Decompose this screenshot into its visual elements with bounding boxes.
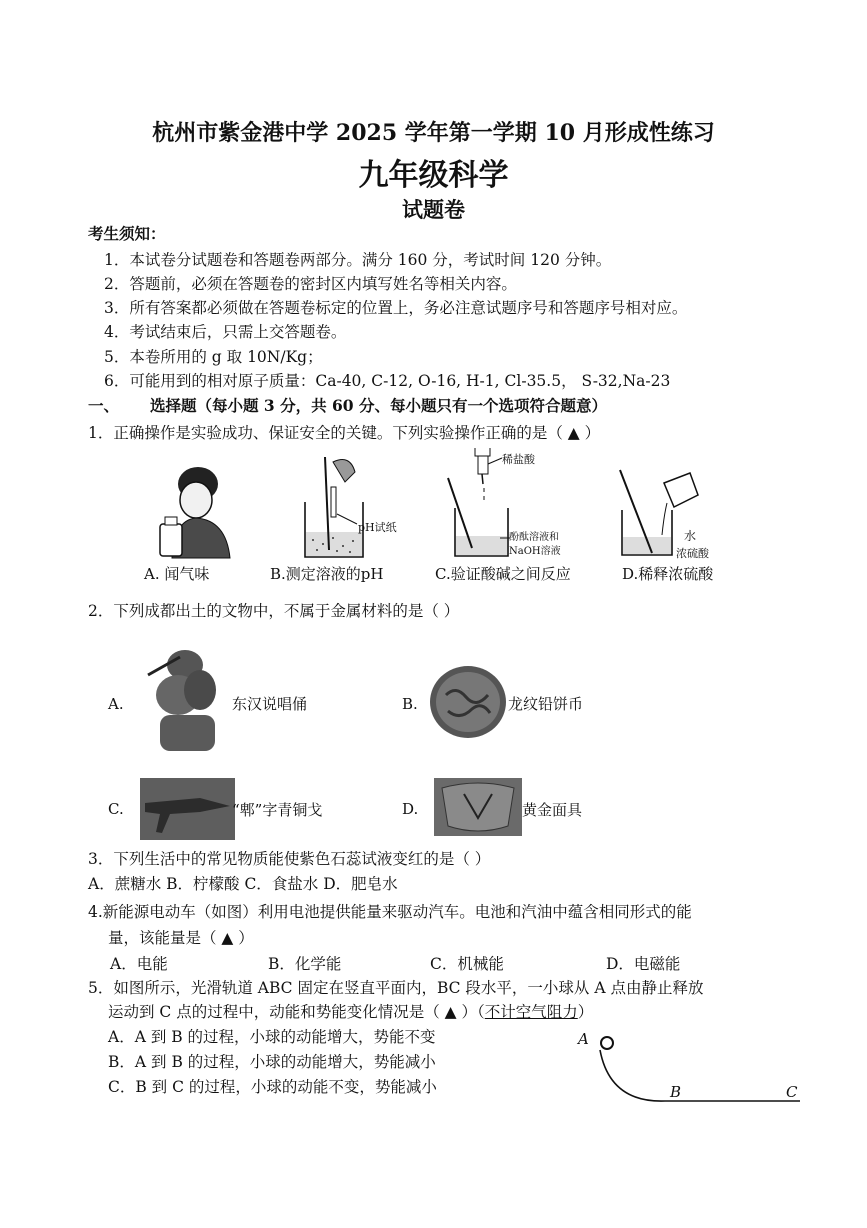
point-a-label: A bbox=[578, 1030, 589, 1048]
q5-option-c: C．B 到 C 的过程，小球的动能不变，势能减小 bbox=[108, 1078, 437, 1096]
question-3-options: A．蔗糖水 B．柠檬酸 C．食盐水 D．肥皂水 bbox=[88, 875, 398, 893]
notice-item: 3．所有答案都必须做在答题卷标定的位置上，务必注意试题序号和答题序号相对应。 bbox=[104, 299, 688, 317]
question-1-stem: 1．正确操作是实验成功、保证安全的关键。下列实验操作正确的是（ ▲ ） bbox=[88, 424, 601, 442]
exam-title: 杭州市紫金港中学 2025 学年第一学期 10 月形成性练习 bbox=[152, 120, 715, 146]
coin-photo bbox=[428, 665, 508, 740]
section-number: 一、 bbox=[88, 396, 120, 415]
q2-option-d-name: 黄金面具 bbox=[522, 801, 583, 819]
point-c-label: C bbox=[786, 1083, 798, 1101]
question-2-stem: 2．下列成都出土的文物中，不属于金属材料的是（ ） bbox=[88, 602, 460, 620]
notice-item: 2．答题前，必须在答题卷的密封区内填写姓名等相关内容。 bbox=[104, 275, 517, 293]
naoh-label: NaOH溶液 bbox=[509, 546, 561, 557]
q5-option-a: A．A 到 B 的过程，小球的动能增大，势能不变 bbox=[108, 1028, 436, 1046]
smell-experiment-figure bbox=[150, 462, 240, 562]
q4-option-c: C．机械能 bbox=[430, 955, 504, 973]
track-diagram bbox=[570, 1028, 810, 1108]
section-title: 选择题（每小题 3 分，共 60 分、每小题只有一个选项符合题意） bbox=[150, 396, 607, 415]
figurine-photo bbox=[140, 645, 230, 755]
gold-mask-photo bbox=[434, 778, 522, 836]
notice-item: 6．可能用到的相对原子质量：Ca-40, C-12, O-16, H-1, Cl-35.5， S-32,Na-23 bbox=[104, 372, 671, 390]
dilute-hcl-label: 稀盐酸 bbox=[502, 453, 535, 466]
point-b-label: B bbox=[670, 1083, 682, 1101]
question-4-stem: 4.新能源电动车（如图）利用电池提供能量来驱动汽车。电池和汽油中蕴含相同形式的能 bbox=[88, 903, 692, 921]
q1-option-d: D.稀释浓硫酸 bbox=[622, 565, 714, 583]
q1-option-b: B.测定溶液的pH bbox=[270, 565, 384, 583]
q2-option-c-letter: C. bbox=[108, 800, 124, 818]
q4-option-d: D．电磁能 bbox=[606, 955, 681, 973]
paper-type-title: 试题卷 bbox=[402, 197, 465, 222]
q2-option-c-name: “郫”字青铜戈 bbox=[232, 801, 323, 819]
q2-option-a-letter: A. bbox=[108, 695, 124, 713]
q2-option-d-letter: D. bbox=[402, 800, 419, 818]
q4-option-a: A．电能 bbox=[110, 955, 168, 973]
notice-item: 5．本卷所用的 g 取 10N/Kg； bbox=[104, 348, 323, 366]
ph-test-figure bbox=[295, 452, 405, 562]
notice-item: 4．考试结束后，只需上交答题卷。 bbox=[104, 323, 347, 341]
ph-paper-label: pH试纸 bbox=[358, 521, 397, 534]
subject-title: 九年级科学 bbox=[358, 158, 509, 193]
q1-option-a: A. 闻气味 bbox=[144, 565, 210, 583]
q2-option-b-letter: B. bbox=[402, 695, 418, 713]
question-5-stem: 5．如图所示，光滑轨道 ABC 固定在竖直平面内，BC 段水平，一小球从 A 点由静止释放 bbox=[88, 979, 704, 997]
question-5-stem-cont: 运动到 C 点的过程中，动能和势能变化情况是（ ▲ ）（不计空气阻力） bbox=[108, 1003, 594, 1021]
notice-title: 考生须知： bbox=[88, 224, 166, 243]
q1-option-c: C.验证酸碱之间反应 bbox=[435, 565, 571, 583]
q2-option-b-name: 龙纹铅饼币 bbox=[508, 695, 584, 713]
notice-item: 1．本试卷分试题卷和答题卷两部分。满分 160 分，考试时间 120 分钟。 bbox=[104, 251, 612, 269]
q4-option-b: B．化学能 bbox=[268, 955, 342, 973]
q2-option-a-name: 东汉说唱俑 bbox=[232, 695, 308, 713]
conc-acid-label: 浓硫酸 bbox=[676, 547, 709, 560]
no-air-resistance-note: 不计空气阻力 bbox=[484, 1003, 578, 1021]
question-4-stem-cont: 量，该能量是（ ▲ ） bbox=[108, 929, 254, 947]
q5-option-b: B．A 到 B 的过程，小球的动能增大，势能减小 bbox=[108, 1053, 436, 1071]
water-label: 水 bbox=[684, 529, 697, 543]
question-3-stem: 3．下列生活中的常见物质能使紫色石蕊试液变红的是（ ） bbox=[88, 850, 491, 868]
bronze-dagger-photo bbox=[140, 778, 235, 840]
phenolphthalein-label: 酚酞溶液和 bbox=[509, 532, 559, 543]
